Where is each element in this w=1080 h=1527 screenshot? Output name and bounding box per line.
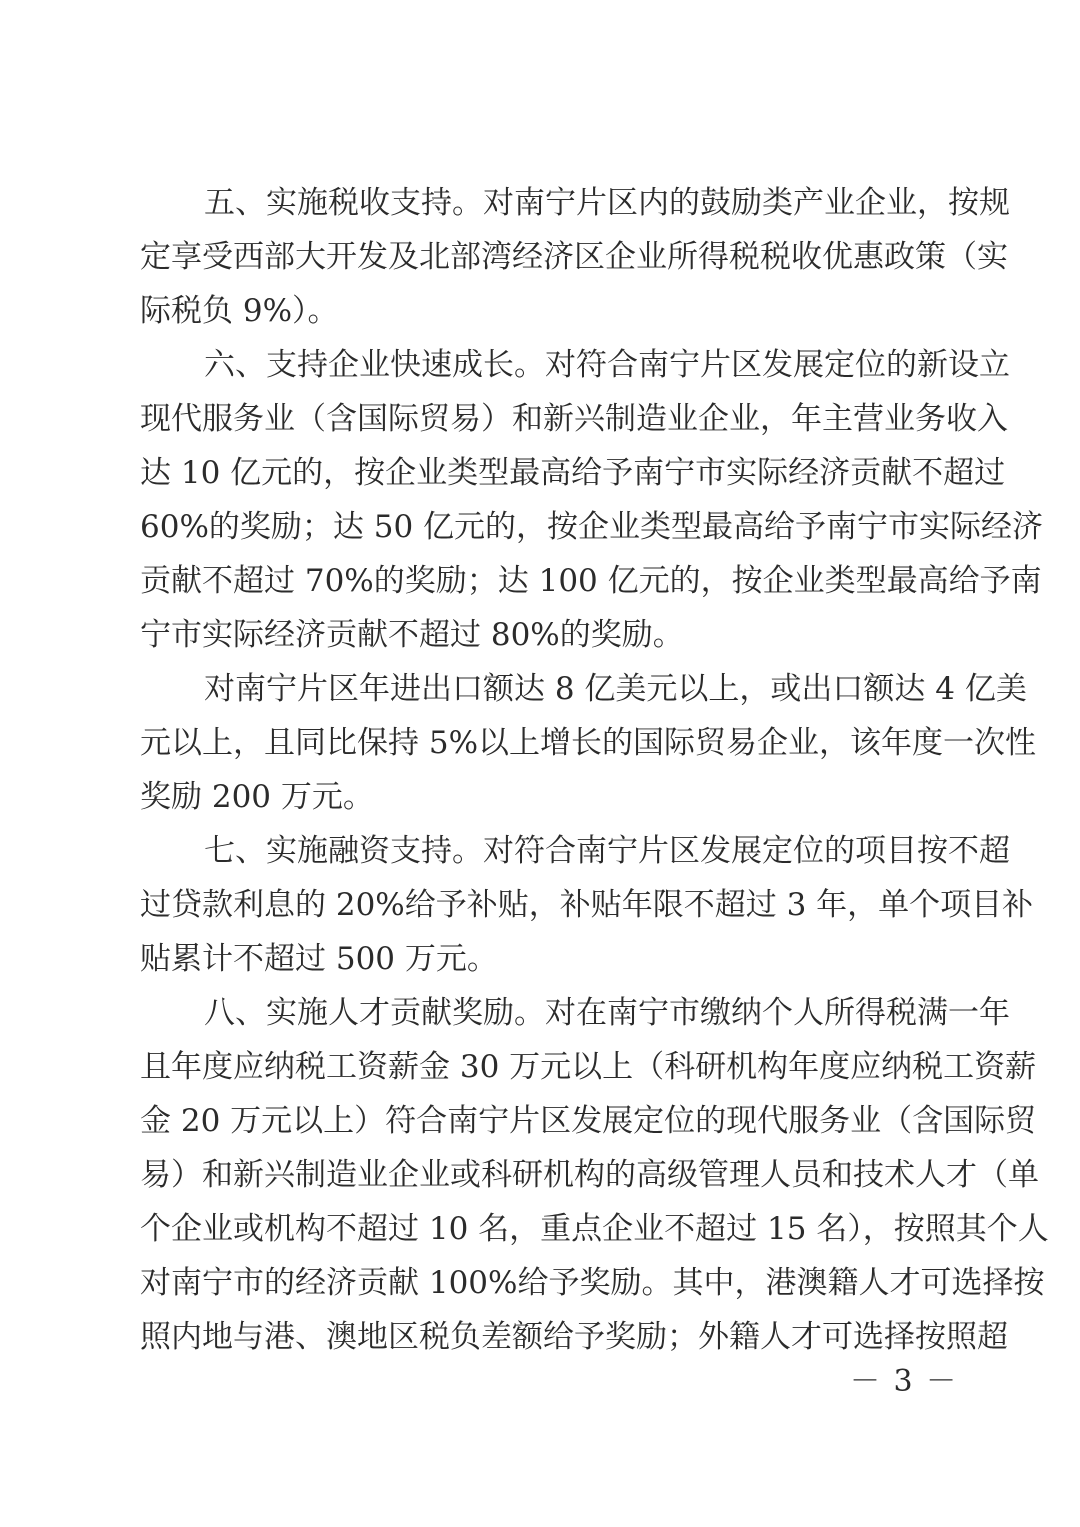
paragraph-6-line-2: 现代服务业（含国际贸易）和新兴制造业企业，年主营业务收入 bbox=[140, 401, 1008, 437]
paragraph-6-line-4: 60%的奖励；达 50 亿元的，按企业类型最高给予南宁市实际经济 bbox=[140, 509, 1044, 545]
paragraph-8-line-7: 照内地与港、澳地区税负差额给予奖励；外籍人才可选择按照超 bbox=[140, 1319, 1008, 1355]
paragraph-8-line-5: 个企业或机构不超过 10 名，重点企业不超过 15 名），按照其个人 bbox=[140, 1211, 1049, 1247]
paragraph-5-line-2: 定享受西部大开发及北部湾经济区企业所得税税收优惠政策（实 bbox=[140, 239, 1008, 275]
paragraph-7-line-1: 七、实施融资支持。对符合南宁片区发展定位的项目按不超 bbox=[204, 833, 1010, 869]
paragraph-8-line-6: 对南宁市的经济贡献 100%给予奖励。其中，港澳籍人才可选择按 bbox=[140, 1265, 1045, 1301]
paragraph-7-line-2: 过贷款利息的 20%给予补贴，补贴年限不超过 3 年，单个项目补 bbox=[140, 887, 1034, 923]
trade-paragraph-line-1: 对南宁片区年进出口额达 8 亿美元以上，或出口额达 4 亿美 bbox=[204, 671, 1027, 707]
paragraph-8-line-3: 金 20 万元以上）符合南宁片区发展定位的现代服务业（含国际贸 bbox=[140, 1103, 1037, 1139]
paragraph-8-line-2: 且年度应纳税工资薪金 30 万元以上（科研机构年度应纳税工资薪 bbox=[140, 1049, 1037, 1085]
page-number: － 3 － bbox=[850, 1364, 959, 1399]
paragraph-6-line-6: 宁市实际经济贡献不超过 80%的奖励。 bbox=[140, 617, 684, 653]
paragraph-6-line-5: 贡献不超过 70%的奖励；达 100 亿元的，按企业类型最高给予南 bbox=[140, 563, 1042, 599]
paragraph-7-line-3: 贴累计不超过 500 万元。 bbox=[140, 941, 498, 977]
paragraph-5-line-1: 五、实施税收支持。对南宁片区内的鼓励类产业企业，按规 bbox=[204, 185, 1010, 221]
paragraph-6-line-3: 达 10 亿元的，按企业类型最高给予南宁市实际经济贡献不超过 bbox=[140, 455, 1006, 491]
paragraph-6-line-1: 六、支持企业快速成长。对符合南宁片区发展定位的新设立 bbox=[204, 347, 1010, 383]
paragraph-5-line-3: 际税负 9%）。 bbox=[140, 293, 339, 329]
trade-paragraph-line-2: 元以上，且同比保持 5%以上增长的国际贸易企业，该年度一次性 bbox=[140, 725, 1037, 761]
trade-paragraph-line-3: 奖励 200 万元。 bbox=[140, 779, 374, 815]
paragraph-8-line-1: 八、实施人才贡献奖励。对在南宁市缴纳个人所得税满一年 bbox=[204, 995, 1010, 1031]
paragraph-8-line-4: 易）和新兴制造业企业或科研机构的高级管理人员和技术人才（单 bbox=[140, 1157, 1039, 1193]
